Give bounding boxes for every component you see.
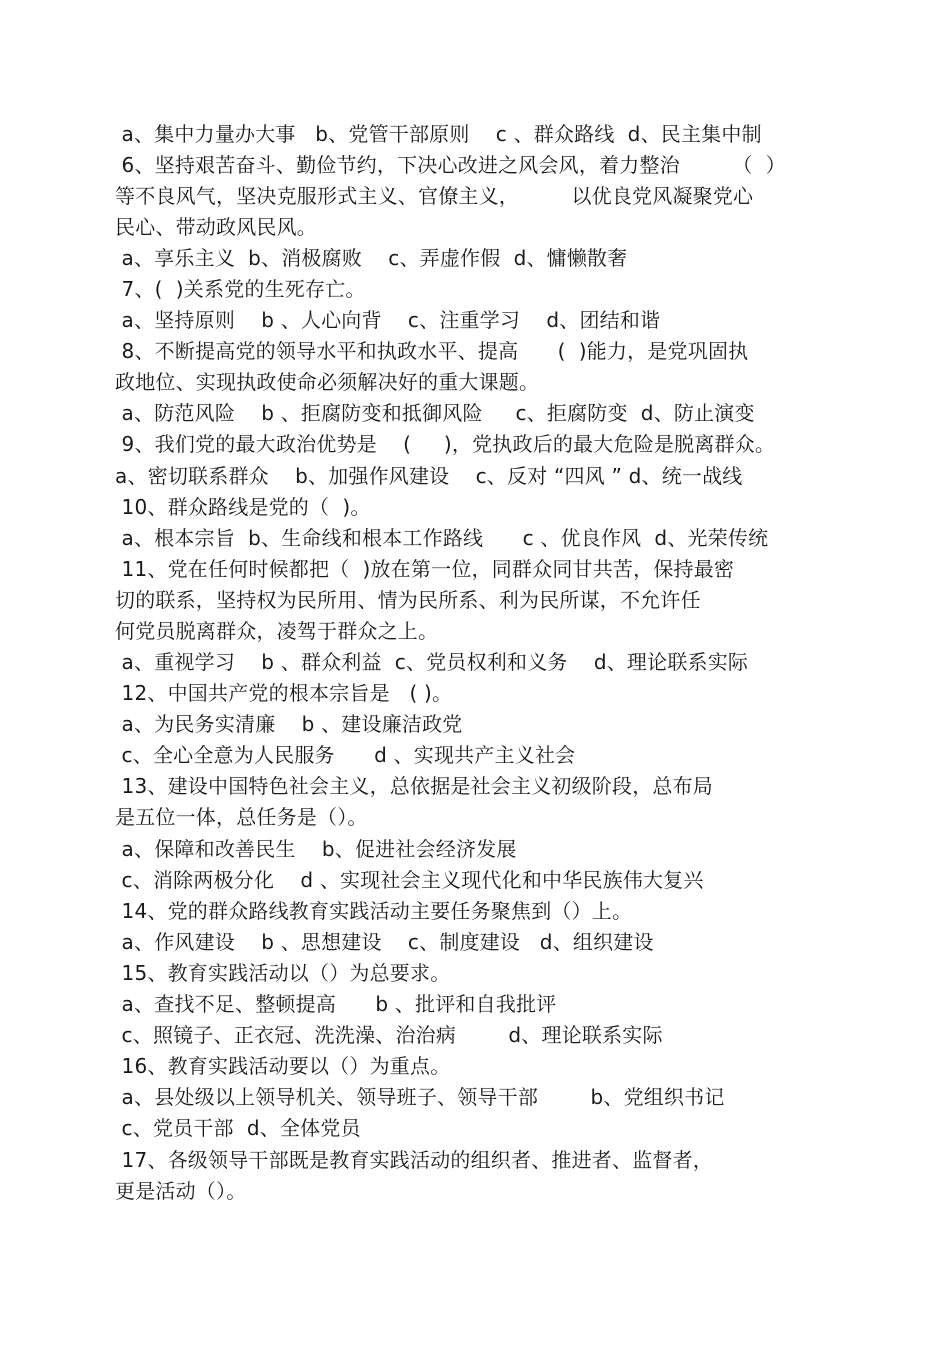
text-line: 9、我们党的最大政治优势是 ( )，党执政后的最大危险是脱离群众。 [115,432,776,456]
text-line: c、消除两极分化 d 、实现社会主义现代化和中华民族伟大复兴 [115,868,704,892]
text-line: 是五位一体，总任务是（）。 [115,805,368,829]
text-line: 更是活动（）。 [115,1179,247,1203]
text-line: a、查找不足、整顿提高 b 、批评和自我批评 [115,992,557,1016]
text-line: a、为民务实清廉 b 、建设廉洁政党 [115,712,463,736]
text-line: 12、中国共产党的根本宗旨是 ( )。 [115,681,453,705]
text-line: a、根本宗旨 b、生命线和根本工作路线 c 、优良作风 d、光荣传统 [115,526,769,550]
text-line: 11、党在任何时候都把（ )放在第一位，同群众同甘共苦，保持最密 [115,557,735,581]
text-line: c、照镜子、正衣冠、洗洗澡、治治病 d、理论联系实际 [115,1023,663,1047]
text-line: a、集中力量办大事 b、党管干部原则 c 、群众路线 d、民主集中制 [115,122,762,146]
text-line: 切的联系，坚持权为民所用、情为民所系、利为民所谋，不允许任 [115,588,701,612]
text-line: 17、各级领导干部既是教育实践活动的组织者、推进者、监督者， [115,1148,714,1172]
text-line: a、防范风险 b 、拒腐防变和抵御风险 c、拒腐防变 d、防止演变 [115,401,755,425]
text-line: 民心、带动政风民风。 [115,215,317,239]
text-line: 16、教育实践活动要以（）为重点。 [115,1054,451,1078]
text-line: a、作风建设 b 、思想建设 c、制度建设 d、组织建设 [115,930,654,954]
text-line: a、保障和改善民生 b、促进社会经济发展 [115,837,517,861]
text-line: 13、建设中国特色社会主义，总依据是社会主义初级阶段，总布局 [115,774,714,798]
text-line: 政地位、实现执政使命必须解决好的重大课题。 [115,370,540,394]
text-line: a、密切联系群众 b、加强作风建设 c、反对 “四风 ” d、统一战线 [115,464,743,488]
text-line: 8、不断提高党的领导水平和执政水平、提高 ( )能力，是党巩固执 [115,339,749,363]
text-line: a、享乐主义 b、消极腐败 c、弄虚作假 d、慵懒散奢 [115,246,628,270]
text-line: a、坚持原则 b 、人心向背 c、注重学习 d、团结和谐 [115,308,661,332]
text-line: 何党员脱离群众，凌驾于群众之上。 [115,619,439,643]
text-line: c、党员干部 d、全体党员 [115,1116,361,1140]
text-line: c、全心全意为人民服务 d 、实现共产主义社会 [115,743,576,767]
text-line: 10、群众路线是党的（ )。 [115,495,371,519]
text-line: a、县处级以上领导机关、领导班子、领导干部 b、党组织书记 [115,1085,725,1109]
text-line: 14、党的群众路线教育实践活动主要任务聚焦到（）上。 [115,899,633,923]
text-line: 15、教育实践活动以（）为总要求。 [115,961,451,985]
text-line: 7、( )关系党的生死存亡。 [115,277,366,301]
text-line: a、重视学习 b 、群众利益 c、党员权利和义务 d、理论联系实际 [115,650,749,674]
text-line: 6、坚持艰苦奋斗、勤俭节约，下决心改进之风会风，着力整治 （ ） [115,153,786,177]
text-line: 等不良风气，坚决克服形式主义、官僚主义， 以优良党风凝聚党心 [115,184,754,208]
